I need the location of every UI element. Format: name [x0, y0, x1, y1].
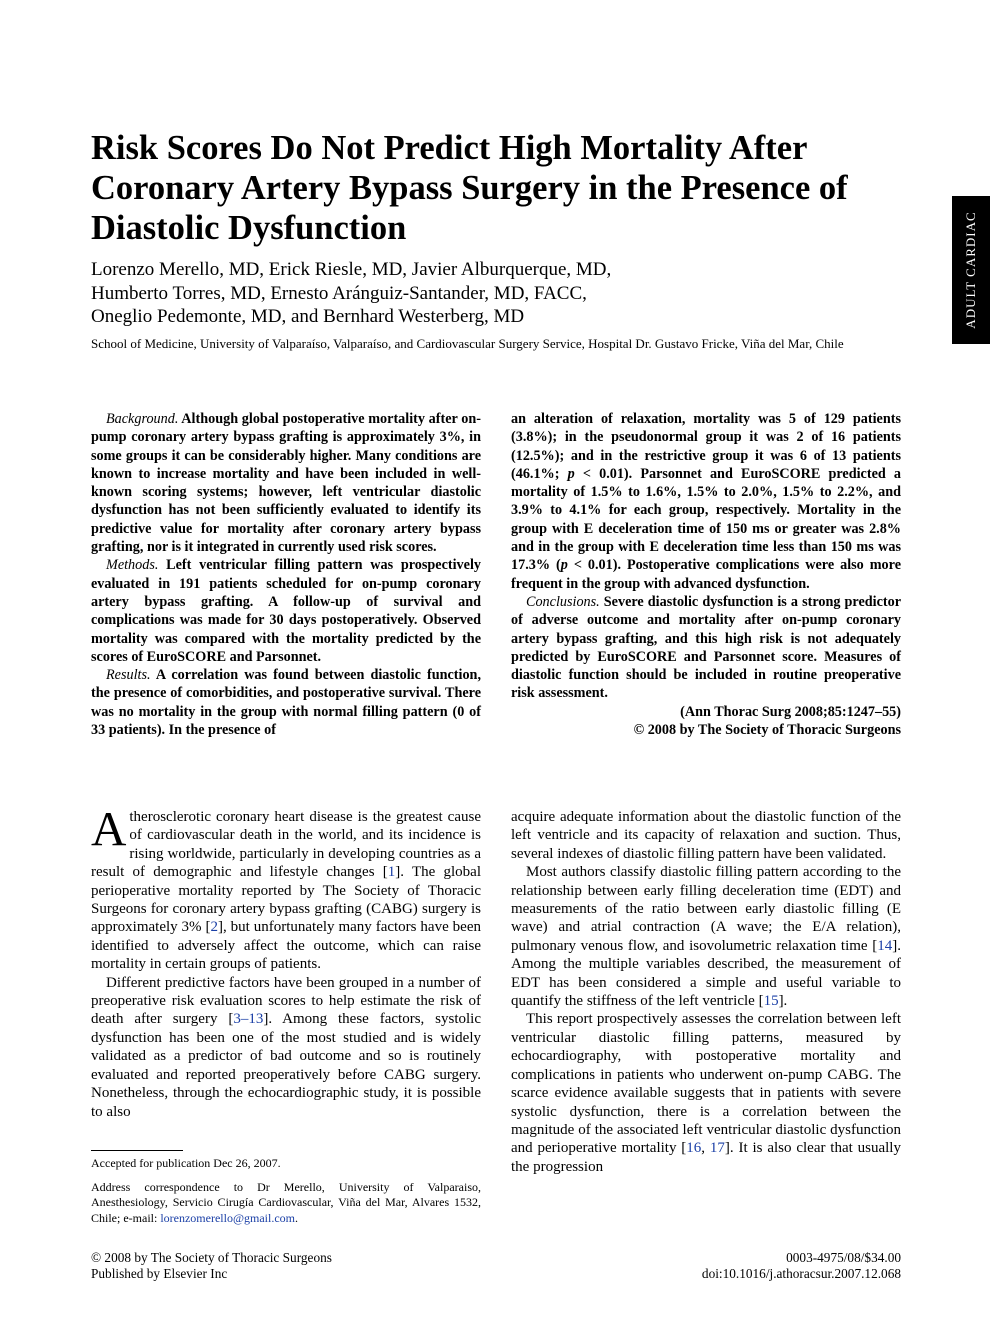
correspondence-end: . [295, 1210, 298, 1225]
correspondence-note [91, 1180, 481, 1227]
reference-link[interactable]: 17 [709, 1140, 725, 1157]
abstract-results-continued [511, 410, 901, 593]
results-label: Results. [106, 667, 151, 684]
reference-link[interactable]: 15 [763, 993, 779, 1010]
abstract-background [91, 410, 481, 556]
footnotes [91, 1156, 481, 1234]
body-text: , [701, 1140, 710, 1157]
reference-link[interactable]: 2 [210, 919, 218, 936]
body-text: Different predictive factors have been grouped in a number of preoperative risk evaluation scores to help estimate the risk of death after surgery [ [91, 974, 481, 1028]
footer-doi: doi:10.1016/j.athoracsur.2007.12.068 [701, 1265, 901, 1281]
footer-publisher: Published by Elsevier Inc [91, 1265, 228, 1281]
body-text: ]. [778, 993, 788, 1010]
body-paragraph [91, 801, 482, 974]
footer-right [511, 1250, 901, 1281]
reference-link[interactable]: 16 [686, 1140, 702, 1157]
p-value-symbol: p [567, 465, 575, 482]
body-paragraph: acquire adequate information about the diastolic function of the left ventricle and its capacity of relaxation and suction. Thus, several indexes of diastolic filling pattern have been validated. [511, 809, 901, 862]
results-cont-2: < 0.01). Parsonnet and EuroSCORE predicted a mortality of 1.5% to 1.6%, 1.5% to 2.0%, 1.5% to 2.2%, and 3.9% to 4.1% for each group, respectively. Mortality in the group with E deceleration time of 150 ms or greater was 2.8% and in the group with E deceleration time less than 150 ms was 17.3% ( [511, 465, 902, 574]
abstract-right-column [511, 410, 901, 739]
affiliation: School of Medicine, University of Valparaíso, Valparaíso, and Cardiovascular Surgery Service, Hospital Dr. Gustavo Fricke, Viña del Mar, Chile [91, 336, 844, 351]
email-link[interactable]: lorenzomerello@gmail.com [160, 1210, 295, 1225]
abstract-conclusions [511, 593, 901, 703]
conclusions-text: Severe diastolic dysfunction is a strong predictor of adverse outcome and mortality after on-pump coronary artery bypass grafting, and this high risk is not adequately predicted by EuroSCORE and Parsonnet score. Measures of diastolic function should be included in routine preoperative risk assessment. [511, 593, 901, 702]
drop-cap: A [91, 801, 127, 856]
body-paragraph [91, 974, 481, 1121]
body-text: This report prospectively assesses the correlation between left ventricular diastolic filling patterns, measured by echocardiography, with postoperative mortality and complications in patients who underwent on-pump CABG. The scarce evidence available suggests that in patients with severe systolic dysfunction, there is a correlation between the magnitude of the associated left ventricular diastolic dysfunction and perioperative mortality [ [511, 1011, 901, 1157]
methods-text: Left ventricular filling pattern was prospectively evaluated in 191 patients scheduled for on-pump coronary artery bypass grafting. A follow-up of survival and complications was made for 30 days postoperatively. Observed mortality was compared with the mortality predicted by the scores of EuroSCORE and Parsonnet. [91, 557, 481, 665]
footnote-divider [91, 1150, 183, 1151]
author-line: Humberto Torres, MD, Ernesto Aránguiz-Santander, MD, FACC, [91, 282, 587, 304]
author-line: Lorenzo Merello, MD, Erick Riesle, MD, Javier Alburquerque, MD, [91, 259, 612, 280]
body-text: ]. Among these factors, systolic dysfunction has been one of the most studied and is widely validated as a predictor of bad outcome and so is routinely evaluated and reported preoperatively before CABG surgery. Nonetheless, through the echocardiographic study, it is possible to also [91, 1011, 481, 1120]
abstract-methods [91, 556, 481, 666]
background-label: Background. [106, 411, 179, 427]
reference-link[interactable]: 1 [387, 864, 396, 881]
abstract-results [91, 666, 481, 739]
footer-left [91, 1250, 471, 1281]
body-text: ]. Among the multiple variables described, the measurement of EDT has been considered a simple and useful variable to quantify the stiffness of the left ventricle [ [511, 937, 901, 1010]
section-tab-label: ADULT CARDIAC [963, 211, 978, 329]
footer-copyright: © 2008 by The Society of Thoracic Surgeons [91, 1250, 332, 1265]
body-paragraph [511, 863, 901, 1010]
methods-label: Methods. [106, 557, 159, 574]
body-paragraph [511, 1010, 901, 1176]
correspondence-text: Address correspondence to Dr Merello, University of Valparaiso, Anesthesiology, Servicio Cirugía Cardiovascular, Viña del Mar, Alvares 1532, Chile; e-mail: [91, 1179, 481, 1225]
results-text: A correlation was found between diastolic function, the presence of comorbidities, and postoperative survival. There was no mortality in the group with normal filling pattern (0 of 33 patients). In the presence of [91, 667, 481, 739]
body-right-column [511, 808, 901, 1176]
article-title: Risk Scores Do Not Predict High Mortality After Coronary Artery Bypass Surgery in the Presence of Diastolic Dysfunction [91, 129, 848, 247]
body-text: Most authors classify diastolic filling pattern according to the relationship between early filling deceleration time (EDT) and measurements of the ratio between early diastolic filling (E wave) and atrial contraction (A wave; the E/A relation), pulmonary venous flow, and isovolumetric relaxation time [ [511, 864, 901, 954]
conclusions-label: Conclusions. [526, 593, 600, 610]
background-text: Although global postoperative mortality after on-pump coronary artery bypass grafting is approximately 3%, in some groups it can be considerably higher. Many conditions are known to increase mortality and have been included in well-known scoring systems; however, left ventricular diastolic dysfunction has not been sufficiently evaluated to identify its predictive value for mortality after coronary artery bypass grafting, nor is it integrated in currently used risk scores. [91, 411, 481, 556]
body-text: therosclerotic coronary heart disease is the greatest cause of cardiovascular death in the world, and its incidence is rising worldwide, particularly in developing countries as a result of demographic and lifestyle changes [ [91, 809, 481, 881]
reference-link[interactable]: 14 [877, 937, 893, 954]
abstract-left-column [91, 410, 481, 739]
journal-citation: (Ann Thorac Surg 2008;85:1247–55) [680, 703, 901, 720]
p-value-symbol: p [560, 557, 568, 574]
results-cont-3: < 0.01). Postoperative complications were also more frequent in the group with advanced dysfunction. [511, 557, 901, 592]
footer-issn-price: 0003-4975/08/$34.00 [786, 1250, 901, 1265]
reference-link[interactable]: 3–13 [233, 1011, 264, 1028]
section-tab [952, 196, 990, 344]
body-text: ], but unfortunately many factors have been identified to adversely affect the outcome, which can raise mortality in certain groups of patients. [91, 919, 481, 973]
body-text: ]. The global perioperative mortality reported by The Society of Thoracic Surgeons for coronary artery bypass grafting (CABG) surgery is approximately 3% [ [91, 864, 482, 936]
abstract-copyright: © 2008 by The Society of Thoracic Surgeons [633, 722, 901, 739]
body-left-column [91, 801, 482, 1121]
author-list [91, 258, 911, 329]
author-line: Oneglio Pedemonte, MD, and Bernhard Westerberg, MD [91, 306, 525, 327]
results-cont-1: an alteration of relaxation, mortality was 5 of 129 patients (3.8%); in the pseudonormal group it was 2 of 16 patients (12.5%); and in the restrictive group it was 6 of 13 patients (46.1%; [511, 411, 901, 482]
accepted-note: Accepted for publication Dec 26, 2007. [91, 1156, 281, 1170]
body-text: ]. It is also clear that usually the progression [511, 1140, 901, 1175]
